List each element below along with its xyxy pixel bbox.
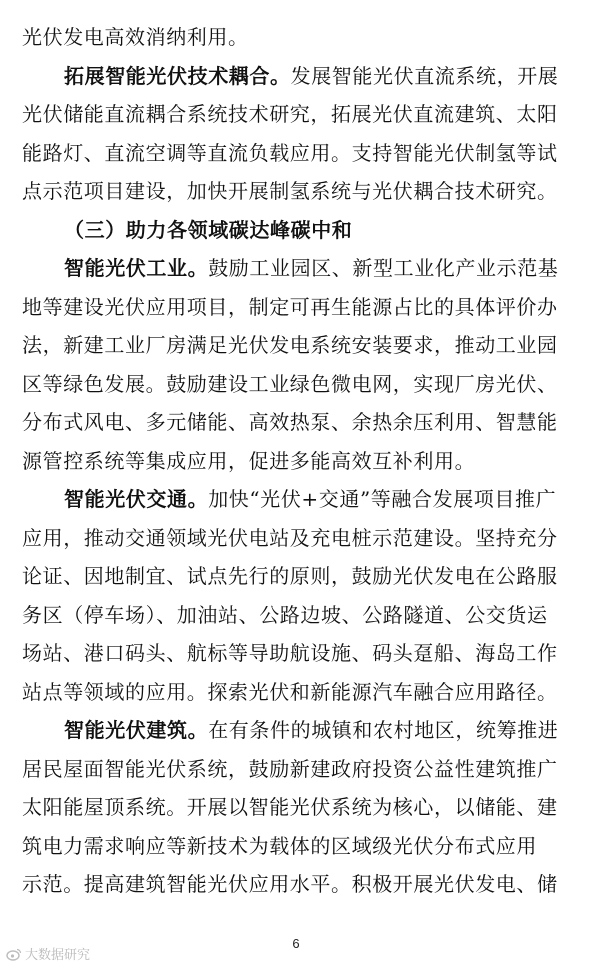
paragraph-coupling <box>22 57 578 96</box>
watermark-text: 大数据研究 <box>25 947 91 962</box>
watermark <box>6 944 90 963</box>
bold-lead-industry: 智能光伏工业。 <box>64 256 209 280</box>
weibo-icon <box>6 947 22 961</box>
bold-lead-transport: 智能光伏交通。 <box>64 487 209 511</box>
text-line: 源管控系统等集成应用，促进多能高效互补利用。 <box>22 448 476 473</box>
text-line: 分布式风电、多元储能、高效热泵、余热余压利用、智慧能 <box>22 410 558 434</box>
text-line: 在有条件的城镇和农村地区，统筹推进 <box>208 718 559 742</box>
text-line: 务区（停车场）、加油站、公路边坡、公路隧道、公交货运 <box>22 602 548 627</box>
section-heading: （三）助力各领域碳达峰碳中和 <box>64 217 353 242</box>
text-line: 应用，推动交通领域光伏电站及充电桩示范建设。坚持充分 <box>22 525 558 550</box>
text-line: 点示范项目建设，加快开展制氢系统与光伏耦合技术研究。 <box>22 179 558 203</box>
text-line: 区等绿色发展。鼓励建设工业绿色微电网，实现厂房光伏、 <box>22 371 558 396</box>
text-line: 加快“光伏+交通”等融合发展项目推广 <box>208 487 557 511</box>
bold-lead-building: 智能光伏建筑。 <box>64 718 209 742</box>
paragraph-industry <box>22 249 578 288</box>
text-line: 光伏发电高效消纳利用。 <box>22 25 249 49</box>
text-line: 发展智能光伏直流系统，开展 <box>290 63 559 88</box>
page-number: 6 <box>292 936 300 951</box>
text-line: 能路灯、直流空调等直流负载应用。支持智能光伏制氢等试 <box>22 140 558 165</box>
text-line: 太阳能屋顶系统。开展以智能光伏系统为核心，以储能、建 <box>22 795 558 819</box>
paragraph-transport <box>22 480 578 519</box>
text-line: 筑电力需求响应等新技术为载体的区域级光伏分布式应用 <box>22 833 537 858</box>
text-line: 论证、因地制宜、试点先行的原则，鼓励光伏发电在公路服 <box>22 564 558 588</box>
text-line: 光伏储能直流耦合系统技术研究，拓展光伏直流建筑、太阳 <box>22 102 558 126</box>
text-line: 地等建设光伏应用项目，制定可再生能源占比的具体评价办 <box>22 294 558 319</box>
text-line: 示范。提高建筑智能光伏应用水平。积极开展光伏发电、储 <box>22 872 558 896</box>
text-line: 鼓励工业园区、新型工业化产业示范基 <box>208 256 559 280</box>
text-line: 法，新建工业厂房满足光伏发电系统安装要求，推动工业园 <box>22 333 558 357</box>
text-line: 站点等领域的应用。探索光伏和新能源汽车融合应用路径。 <box>22 679 558 704</box>
paragraph-building <box>22 711 578 750</box>
text-line: 居民屋面智能光伏系统，鼓励新建政府投资公益性建筑推广 <box>22 756 558 781</box>
text-line: 场站、港口码头、航标等导助航设施、码头趸船、海岛工作 <box>22 641 558 665</box>
bold-lead-coupling: 拓展智能光伏技术耦合。 <box>64 63 291 88</box>
document-body <box>22 18 578 904</box>
